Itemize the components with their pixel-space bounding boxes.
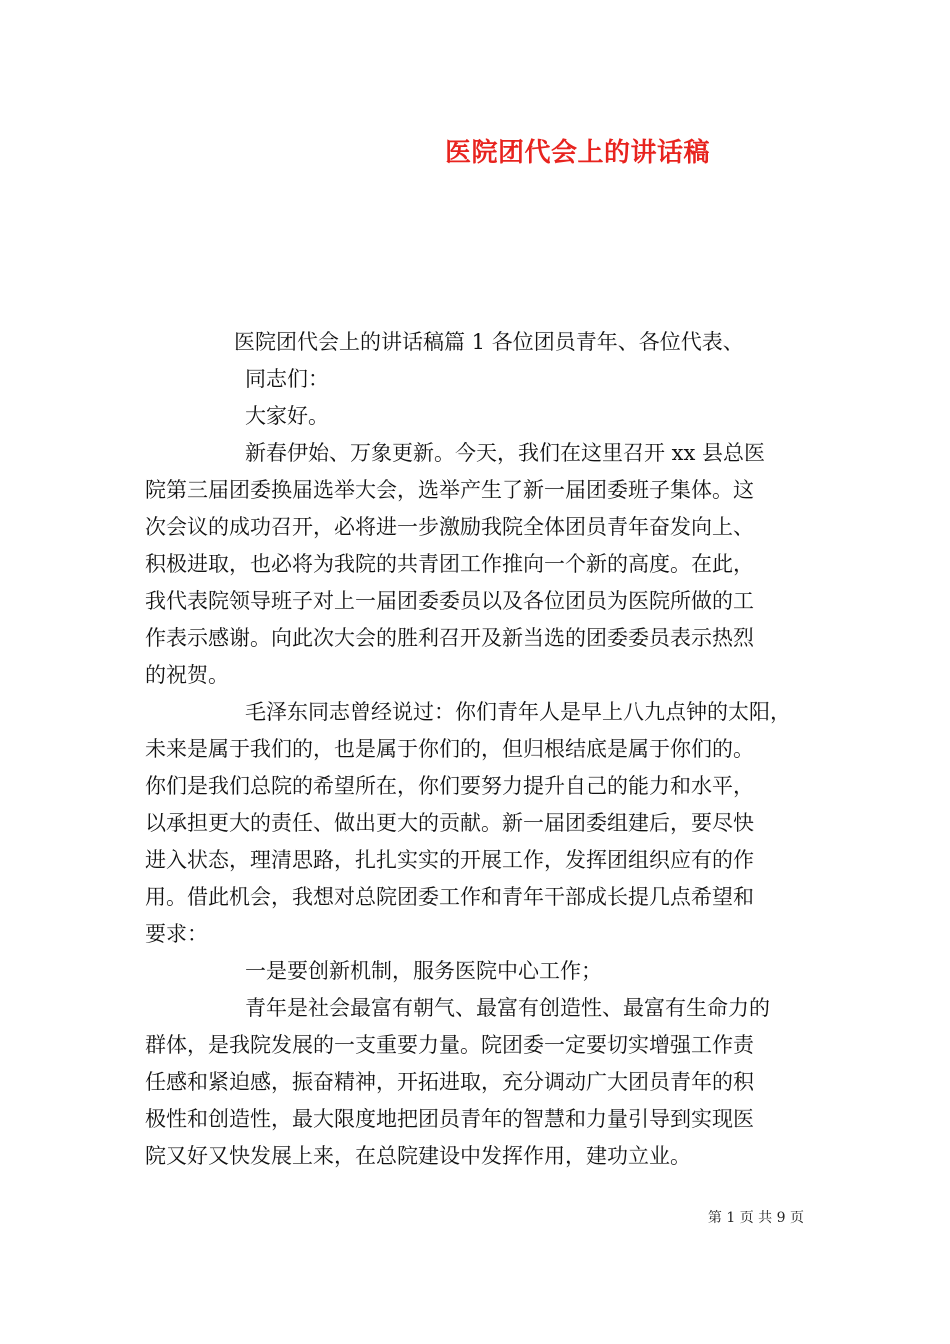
paragraph-line: 群体，是我院发展的一支重要力量。院团委一定要切实增强工作责: [145, 1033, 754, 1057]
paragraph-line: 进入状态，理清思路，扎扎实实的开展工作，发挥团组织应有的作: [145, 848, 754, 872]
paragraph-line: 未来是属于我们的，也是属于你们的，但归根结底是属于你们的。: [145, 737, 754, 761]
paragraph-line: 院又好又快发展上来，在总院建设中发挥作用，建功立业。: [145, 1144, 691, 1168]
paragraph-line: 的祝贺。: [145, 663, 229, 687]
paragraph-line: 大家好。: [245, 404, 329, 428]
paragraph-line: 你们是我们总院的希望所在，你们要努力提升自己的能力和水平，: [145, 774, 754, 798]
paragraph-line: 我代表院领导班子对上一届团委委员以及各位团员为医院所做的工: [145, 589, 754, 613]
document-title: 医院团代会上的讲话稿: [444, 138, 710, 168]
paragraph-line: 次会议的成功召开，必将进一步激励我院全体团员青年奋发向上、: [145, 515, 754, 539]
paragraph-line: 医院团代会上的讲话稿篇 1 各位团员青年、各位代表、: [234, 330, 744, 354]
paragraph-line: 任感和紧迫感，振奋精神，开拓进取，充分调动广大团员青年的积: [145, 1070, 754, 1094]
paragraph-line: 作表示感谢。向此次大会的胜利召开及新当选的团委委员表示热烈: [145, 626, 754, 650]
paragraph-line: 极性和创造性，最大限度地把团员青年的智慧和力量引导到实现医: [145, 1107, 754, 1131]
paragraph-line: 一是要创新机制，服务医院中心工作；: [245, 959, 602, 983]
paragraph-line: 以承担更大的责任、做出更大的贡献。新一届团委组建后，要尽快: [145, 811, 754, 835]
paragraph-line: 毛泽东同志曾经说过：你们青年人是早上八九点钟的太阳，: [245, 700, 791, 724]
paragraph-line: 新春伊始、万象更新。今天，我们在这里召开 xx 县总医: [245, 441, 766, 465]
paragraph-line: 同志们：: [245, 367, 329, 391]
paragraph-line: 要求：: [145, 922, 208, 946]
page-footer: 第 1 页 共 9 页: [707, 1210, 804, 1226]
paragraph-line: 积极进取，也必将为我院的共青团工作推向一个新的高度。在此，: [145, 552, 754, 576]
paragraph-line: 院第三届团委换届选举大会，选举产生了新一届团委班子集体。这: [145, 478, 754, 502]
paragraph-line: 用。借此机会，我想对总院团委工作和青年干部成长提几点希望和: [145, 885, 754, 909]
paragraph-line: 青年是社会最富有朝气、最富有创造性、最富有生命力的: [245, 996, 770, 1020]
